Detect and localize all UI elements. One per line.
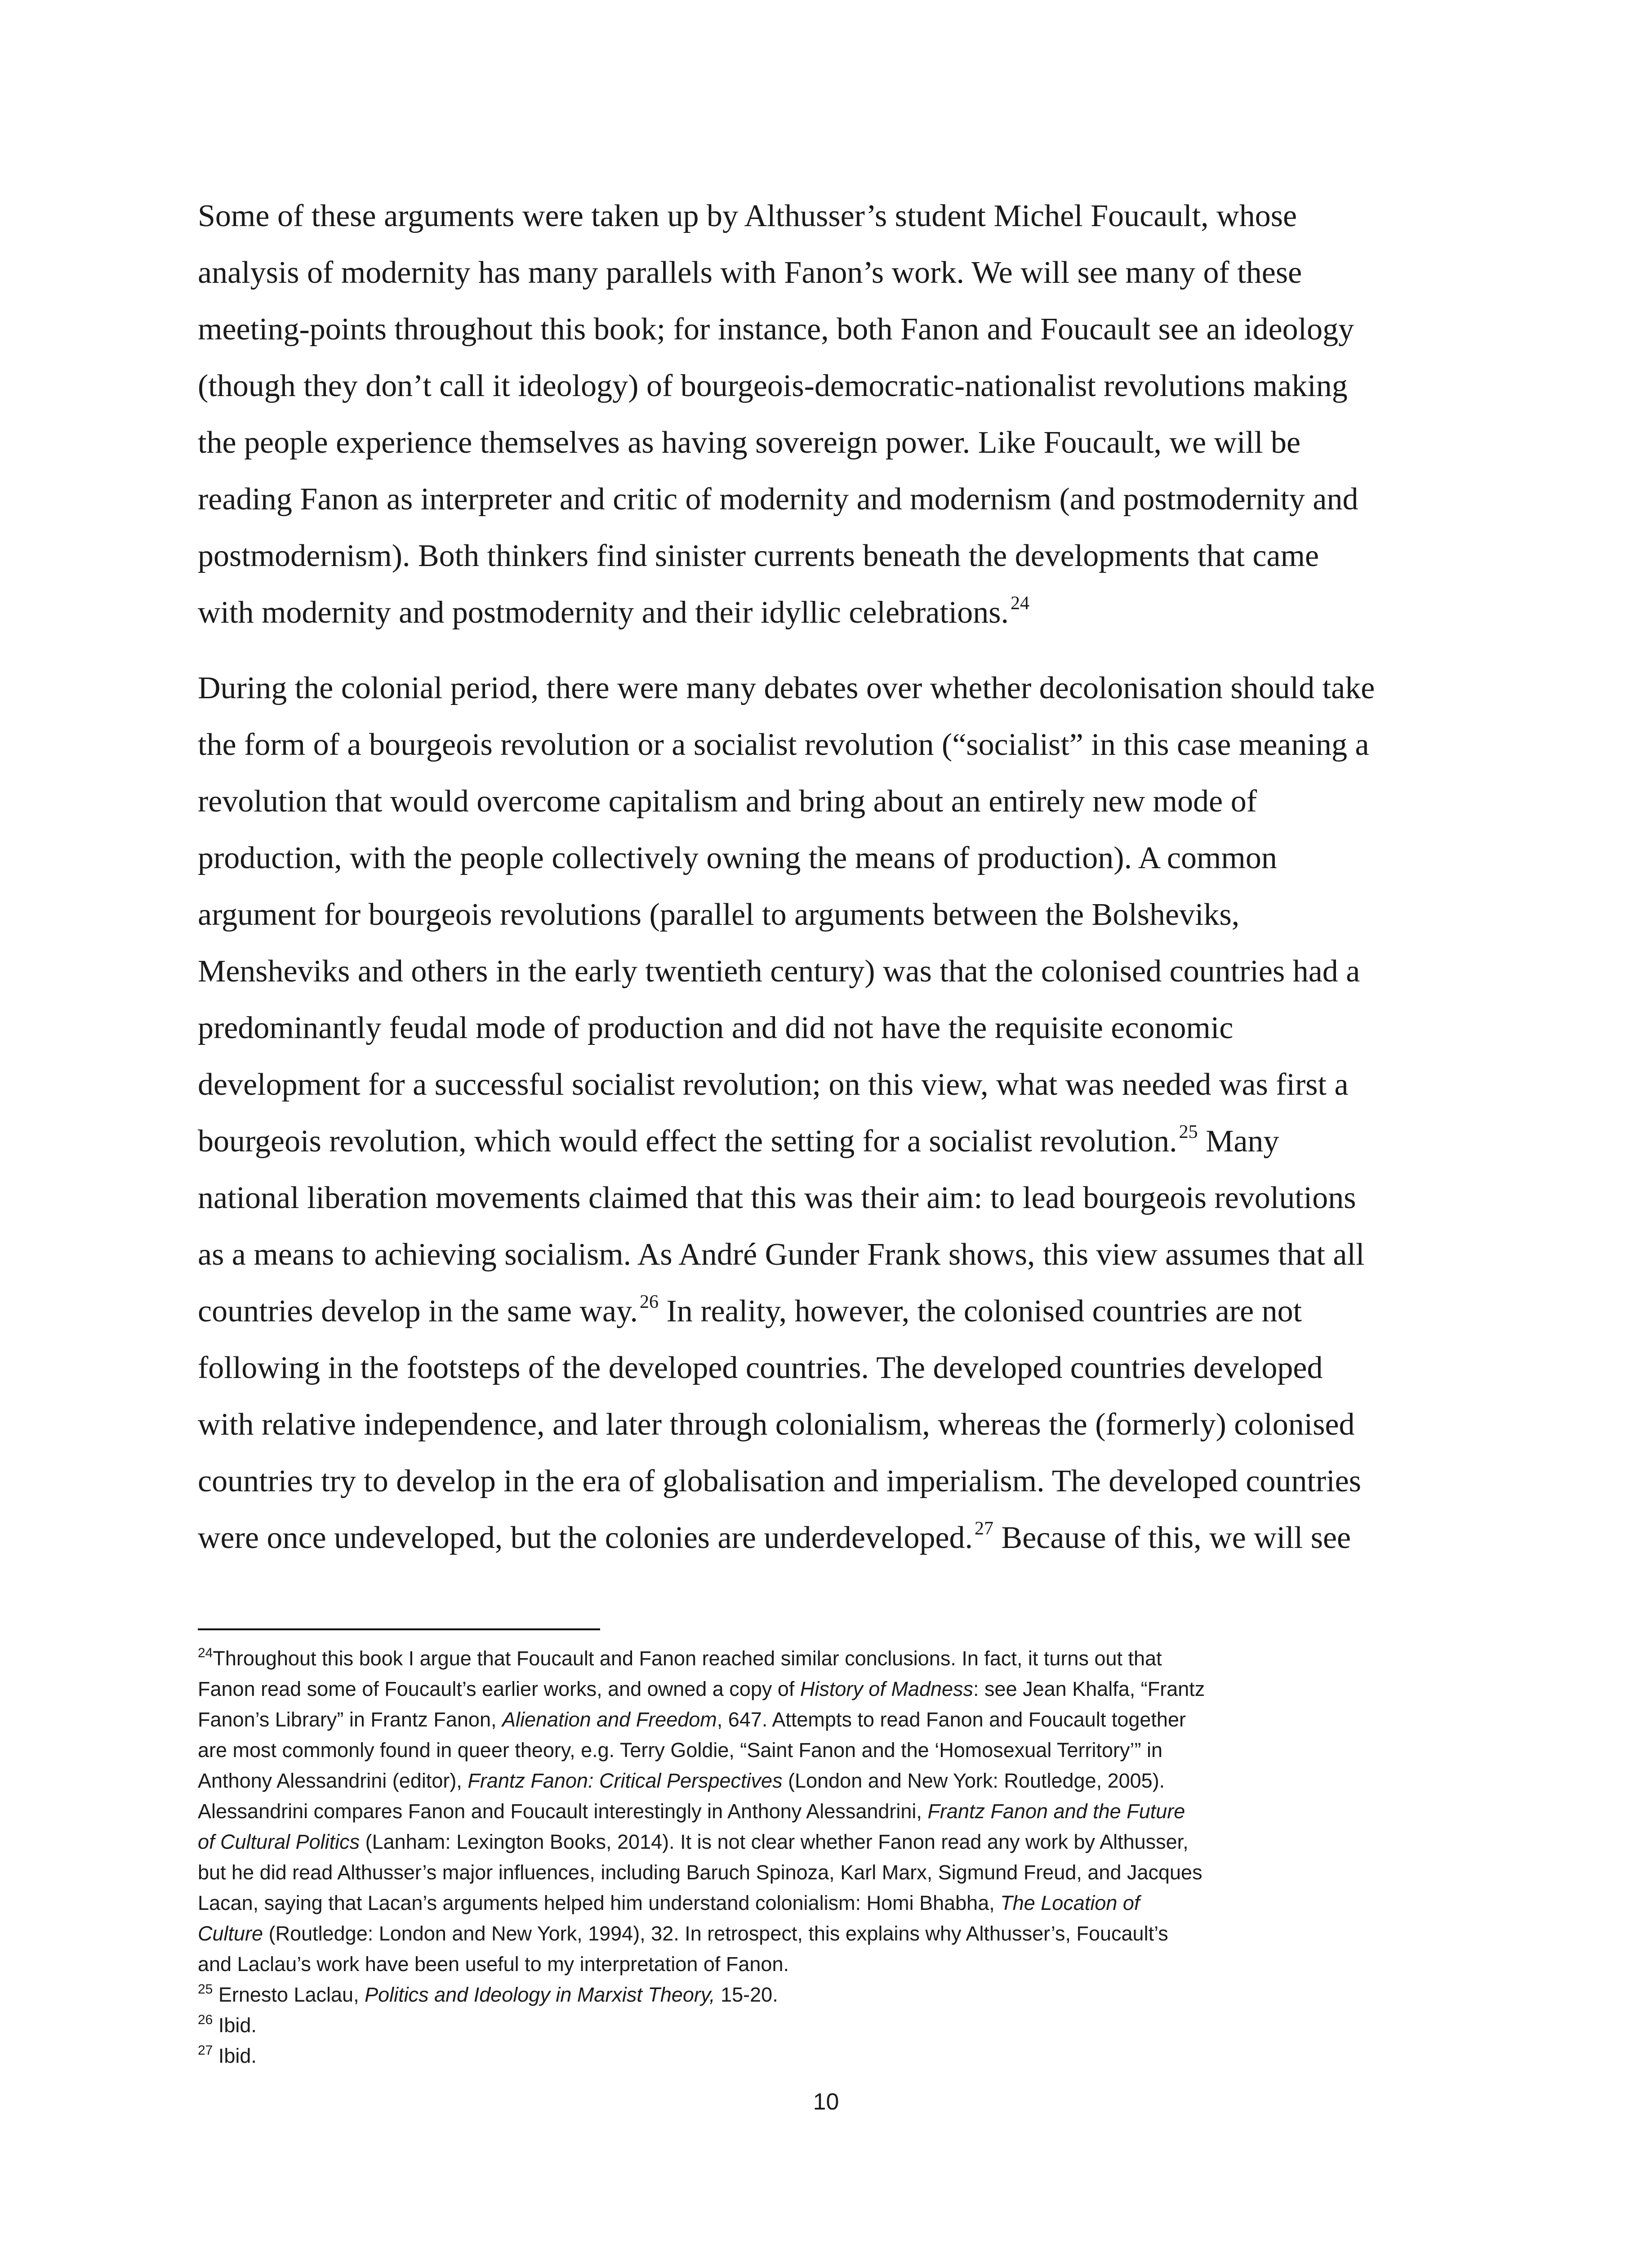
text-line <box>198 1283 1452 1340</box>
footnote-reference-27[interactable]: 27 <box>975 1518 994 1539</box>
footnote-text: 15-20. <box>715 1983 778 2006</box>
footnote-reference-24[interactable]: 24 <box>1011 593 1030 614</box>
footnote-text: (Lanham: Lexington Books, 2014). It is not clear whether Fanon read any work by Althusser, <box>360 1830 1189 1853</box>
text-line: production, with the people collectively owning the means of production). A common <box>198 841 1277 875</box>
book-title: The Location of <box>1000 1891 1140 1914</box>
text-line: postmodernism). Both thinkers find sinister currents beneath the developments that came <box>198 539 1319 573</box>
footnote-text: : see Jean Khalfa, “Frantz <box>973 1677 1205 1700</box>
footnote-24 <box>198 1643 1456 1980</box>
page-number: 10 <box>813 2089 839 2115</box>
text-line: During the colonial period, there were many debates over whether decolonisation should take <box>198 671 1375 705</box>
text-line: revolution that would overcome capitalism and bring about an entirely new mode of <box>198 784 1257 819</box>
footnote-text: Ibid. <box>213 2014 257 2037</box>
footnote-27 <box>198 2041 1456 2071</box>
footnote-line <box>198 1918 1456 1949</box>
footnote-text: Lacan, saying that Lacan’s arguments helped him understand colonialism: Homi Bhabha, <box>198 1891 1001 1914</box>
footnote-text: Ibid. <box>213 2044 257 2067</box>
text-line: countries try to develop in the era of globalisation and imperialism. The developed countries <box>198 1464 1361 1499</box>
text-line: meeting-points throughout this book; for instance, both Fanon and Foucault see an ideology <box>198 312 1354 347</box>
text-line: Some of these arguments were taken up by Althusser’s student Michel Foucault, whose <box>198 199 1297 233</box>
footnote-mark: 25 <box>198 1982 213 1997</box>
footnote-text: , 647. Attempts to read Fanon and Foucault together <box>717 1708 1186 1731</box>
text-line: analysis of modernity has many parallels with Fanon’s work. We will see many of these <box>198 255 1302 290</box>
paragraph-2 <box>198 660 1452 1566</box>
footnote-text: Ernesto Laclau, <box>213 1983 365 2006</box>
footnote-text: Alessandrini compares Fanon and Foucault interestingly in Anthony Alessandrini, <box>198 1800 928 1823</box>
footnote-line <box>198 1888 1456 1918</box>
footnote-mark: 24 <box>198 1646 213 1660</box>
footnote-line <box>198 1827 1456 1857</box>
text-line: predominantly feudal mode of production and did not have the requisite economic <box>198 1011 1233 1045</box>
text-line <box>198 1113 1452 1170</box>
text-segment: with modernity and postmodernity and their idyllic celebrations. <box>198 595 1009 630</box>
text-segment: bourgeois revolution, which would effect the setting for a socialist revolution. <box>198 1124 1177 1159</box>
text-line: reading Fanon as interpreter and critic of modernity and modernism (and postmodernity and <box>198 482 1358 517</box>
book-title: of Cultural Politics <box>198 1830 360 1853</box>
book-title: Politics and Ideology in Marxist Theory, <box>365 1983 715 2006</box>
book-title: Frantz Fanon and the Future <box>927 1800 1185 1823</box>
text-segment: countries develop in the same way. <box>198 1294 638 1329</box>
footnote-reference-25[interactable]: 25 <box>1179 1122 1198 1142</box>
footnote-line <box>198 1704 1456 1735</box>
footnotes <box>198 1643 1456 2071</box>
paragraph-1 <box>198 188 1452 641</box>
text-line: national liberation movements claimed that this was their aim: to lead bourgeois revolutions <box>198 1181 1356 1215</box>
footnote-line: but he did read Althusser’s major influences, including Baruch Spinoza, Karl Marx, Sigmund Freud, and Jacques <box>198 1861 1202 1884</box>
book-title: Culture <box>198 1922 263 1945</box>
text-line: as a means to achieving socialism. As André Gunder Frank shows, this view assumes that all <box>198 1237 1365 1272</box>
text-line <box>198 584 1452 641</box>
footnote-separator <box>198 1628 600 1630</box>
footnote-mark: 27 <box>198 2043 213 2058</box>
text-line: with relative independence, and later through colonialism, whereas the (formerly) colonised <box>198 1407 1355 1442</box>
footnote-25 <box>198 1980 1456 2010</box>
text-line: (though they don’t call it ideology) of bourgeois-democratic-nationalist revolutions making <box>198 369 1348 403</box>
footnote-line: are most commonly found in queer theory, e.g. Terry Goldie, “Saint Fanon and the ‘Homosexual Territory’” in <box>198 1739 1163 1762</box>
book-title: Alienation and Freedom <box>502 1708 717 1731</box>
text-line <box>198 1510 1452 1566</box>
footnote-text: Fanon’s Library” in Frantz Fanon, <box>198 1708 502 1731</box>
text-segment: In reality, however, the colonised countries are not <box>659 1294 1302 1329</box>
footnote-text: Fanon read some of Foucault’s earlier works, and owned a copy of <box>198 1677 800 1700</box>
footnote-text: (London and New York: Routledge, 2005). <box>782 1769 1165 1792</box>
footnote-text: (Routledge: London and New York, 1994), 32. In retrospect, this explains why Althusser’s, Foucault’s <box>263 1922 1168 1945</box>
footnote-line <box>198 1643 1456 1674</box>
text-line: the people experience themselves as having sovereign power. Like Foucault, we will be <box>198 425 1301 460</box>
book-title: History of Madness <box>800 1677 974 1700</box>
main-text <box>198 188 1452 1566</box>
footnote-text: Throughout this book I argue that Foucault and Fanon reached similar conclusions. In fact, it turns out that <box>213 1647 1162 1670</box>
footnote-26 <box>198 2010 1456 2041</box>
footnote-line <box>198 2010 1456 2041</box>
footnote-line <box>198 1980 1456 2010</box>
text-line: argument for bourgeois revolutions (parallel to arguments between the Bolsheviks, <box>198 897 1240 932</box>
text-segment: were once undeveloped, but the colonies are underdeveloped. <box>198 1521 973 1555</box>
text-line: the form of a bourgeois revolution or a socialist revolution (“socialist” in this case meaning a <box>198 727 1369 762</box>
text-segment: Because of this, we will see <box>993 1521 1351 1555</box>
footnote-text: Anthony Alessandrini (editor), <box>198 1769 468 1792</box>
text-line: Mensheviks and others in the early twentieth century) was that the colonised countries had a <box>198 954 1360 989</box>
footnote-line: and Laclau’s work have been useful to my interpretation of Fanon. <box>198 1953 789 1976</box>
footnote-reference-26[interactable]: 26 <box>640 1292 659 1312</box>
book-title: Frantz Fanon: Critical Perspectives <box>468 1769 783 1792</box>
text-segment: Many <box>1198 1124 1279 1159</box>
text-line: development for a successful socialist revolution; on this view, what was needed was first a <box>198 1067 1349 1102</box>
footnote-line <box>198 2041 1456 2071</box>
footnote-line <box>198 1766 1456 1796</box>
text-line: following in the footsteps of the developed countries. The developed countries developed <box>198 1351 1323 1385</box>
footnote-line <box>198 1674 1456 1704</box>
footnote-line <box>198 1796 1456 1827</box>
footnote-mark: 26 <box>198 2012 213 2027</box>
